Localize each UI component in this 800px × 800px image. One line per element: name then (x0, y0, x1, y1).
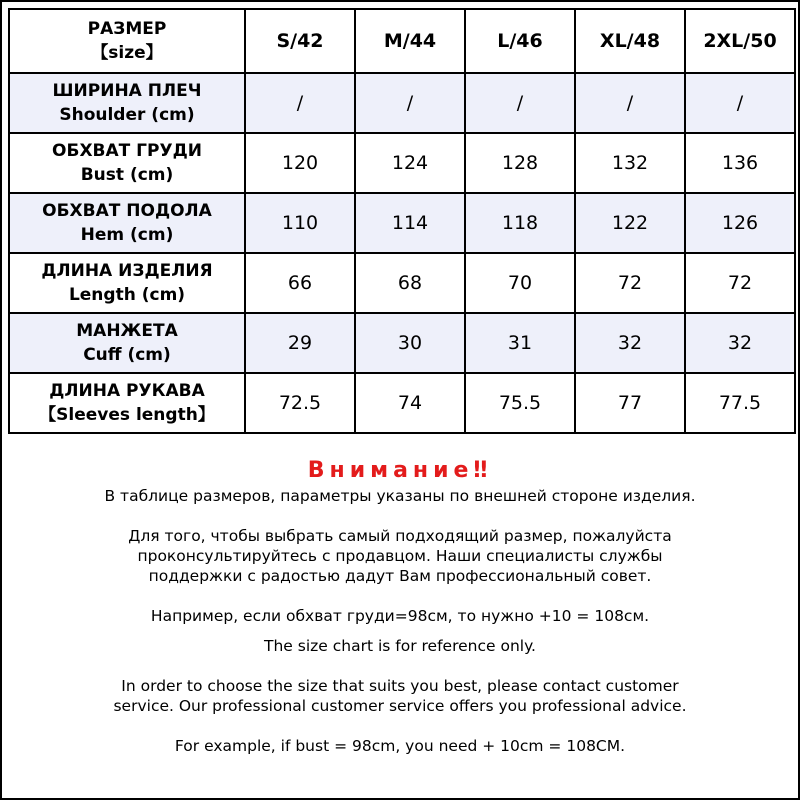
table-cell: / (245, 73, 355, 133)
table-row-length (9, 253, 795, 313)
note-ru-line: проконсультируйтесь с продавцом. Наши специалисты службы (137, 547, 663, 565)
table-row-sleeves (9, 373, 795, 433)
row-label-en: Shoulder (cm) (59, 105, 195, 125)
note-ru-line: Например, если обхват груди=98см, то нужно +10 = 108см. (150, 607, 650, 625)
table-cell: / (575, 73, 685, 133)
table-cell: 66 (245, 253, 355, 313)
note-ru-line: поддержки с радостью дадут Вам профессиональный совет. (148, 567, 652, 585)
row-label-cell (9, 253, 245, 313)
note-en-line: In order to choose the size that suits you best, please contact customer (121, 677, 679, 695)
table-cell: 122 (575, 193, 685, 253)
size-column-header: 2XL/50 (685, 9, 795, 73)
table-row-shoulder (9, 73, 795, 133)
table-cell: / (685, 73, 795, 133)
table-cell: 74 (355, 373, 465, 433)
row-label-ru: ДЛИНА РУКАВА (49, 381, 205, 401)
table-cell: / (465, 73, 575, 133)
table-cell: 136 (685, 133, 795, 193)
size-chart-table (8, 8, 796, 434)
table-cell: 118 (465, 193, 575, 253)
table-cell: 70 (465, 253, 575, 313)
row-label-cell (9, 193, 245, 253)
table-header-row (9, 9, 795, 73)
size-column-header: L/46 (465, 9, 575, 73)
table-cell: 128 (465, 133, 575, 193)
table-row-hem (9, 193, 795, 253)
table-cell: 29 (245, 313, 355, 373)
row-label-cell (9, 133, 245, 193)
row-label-cell (9, 313, 245, 373)
table-cell: 77 (575, 373, 685, 433)
size-column-header: S/42 (245, 9, 355, 73)
row-label-cell (9, 373, 245, 433)
size-header-en: 【size】 (91, 43, 163, 63)
table-cell: 77.5 (685, 373, 795, 433)
table-cell: 120 (245, 133, 355, 193)
row-label-ru: ОБХВАТ ПОДОЛА (42, 201, 212, 221)
note-ru-line: Для того, чтобы выбрать самый подходящий размер, пожалуйста (128, 527, 672, 545)
size-column-header: XL/48 (575, 9, 685, 73)
row-label-ru: ШИРИНА ПЛЕЧ (52, 81, 202, 101)
row-label-en: Bust (cm) (80, 165, 174, 185)
table-cell: 30 (355, 313, 465, 373)
row-label-ru: МАНЖЕТА (76, 321, 178, 341)
row-label-en: Length (cm) (68, 285, 186, 305)
note-en-line: For example, if bust = 98cm, you need + 10cm = 108CM. (174, 737, 626, 755)
table-row-bust (9, 133, 795, 193)
size-column-header: M/44 (355, 9, 465, 73)
size-header-cell (9, 9, 245, 73)
table-cell: 32 (575, 313, 685, 373)
row-label-en: 【Sleeves length】 (39, 405, 215, 425)
attention-heading: Внимание‼ (307, 458, 493, 483)
table-cell: 110 (245, 193, 355, 253)
note-en-line: The size chart is for reference only. (264, 637, 536, 655)
row-label-en: Hem (cm) (80, 225, 174, 245)
table-cell: 72.5 (245, 373, 355, 433)
row-label-cell (9, 73, 245, 133)
table-cell: 114 (355, 193, 465, 253)
row-label-ru: ОБХВАТ ГРУДИ (52, 141, 202, 161)
table-cell: 72 (575, 253, 685, 313)
table-cell: 75.5 (465, 373, 575, 433)
table-row-cuff (9, 313, 795, 373)
row-label-ru: ДЛИНА ИЗДЕЛИЯ (41, 261, 213, 281)
table-cell: 72 (685, 253, 795, 313)
table-cell: 124 (355, 133, 465, 193)
table-cell: / (355, 73, 465, 133)
table-cell: 32 (685, 313, 795, 373)
note-ru-line: В таблице размеров, параметры указаны по внешней стороне изделия. (104, 487, 696, 505)
table-cell: 31 (465, 313, 575, 373)
table-cell: 132 (575, 133, 685, 193)
row-label-en: Cuff (cm) (83, 345, 171, 365)
size-header-ru: РАЗМЕР (87, 19, 167, 39)
notes-section (0, 446, 800, 756)
table-cell: 68 (355, 253, 465, 313)
table-cell: 126 (685, 193, 795, 253)
note-en-line: service. Our professional customer service offers you professional advice. (113, 697, 687, 715)
